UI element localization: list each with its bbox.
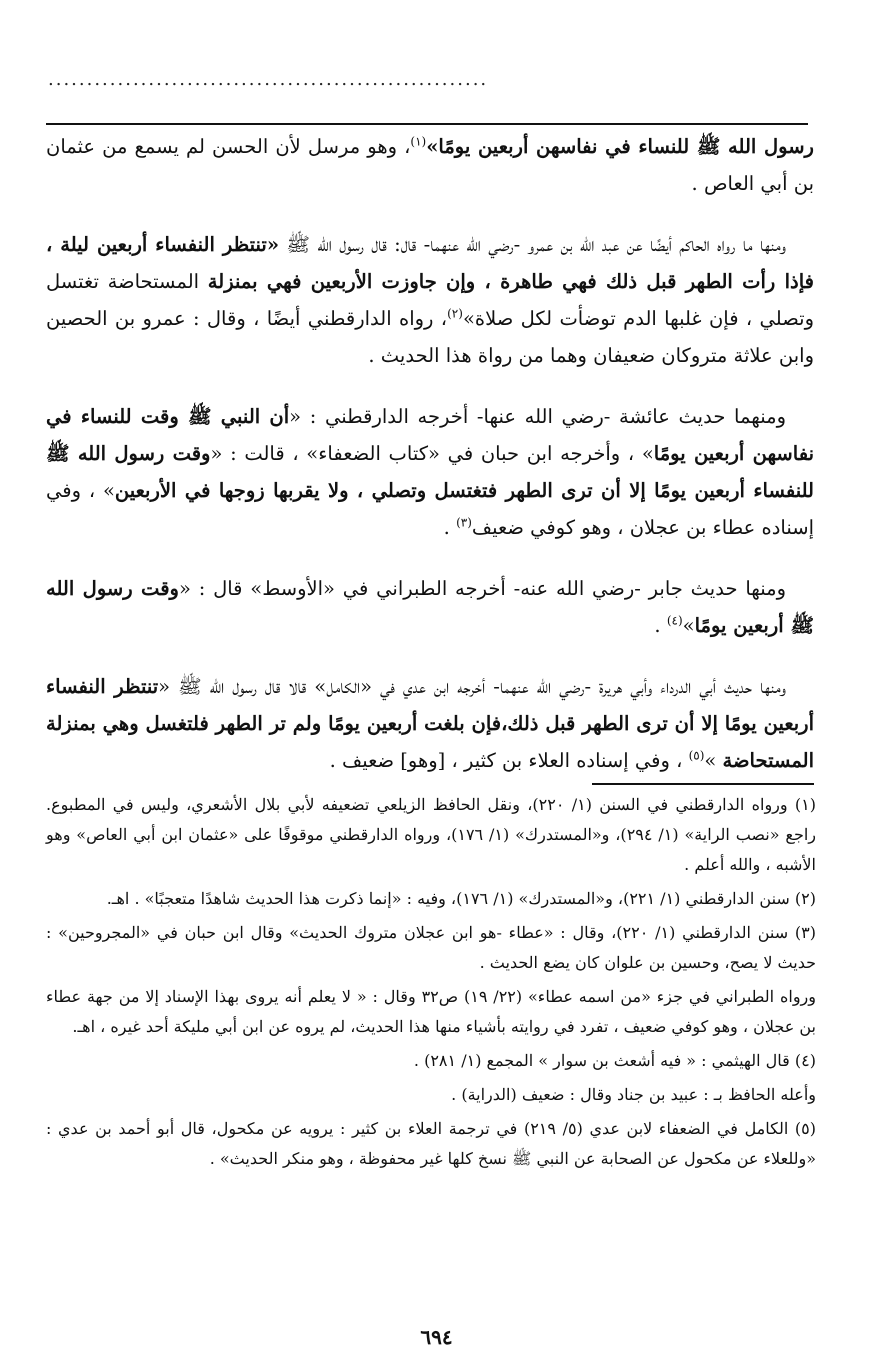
paragraph-text: . <box>654 614 667 637</box>
paragraph-2 <box>46 226 814 374</box>
paragraph-text: ومنها حديث أبي الدرداء وأبي هريرة -رضي الله عنهما- أخرجه ابن عدي في «الكامل» قالا قال رسول الله ﷺ « <box>158 675 787 698</box>
paragraph-text: ومنها ما رواه الحاكم أيضًا عن عبد الله بن عمرو -رضي الله عنهما- قال: قال رسول الله ﷺ <box>286 233 786 256</box>
paragraph-text: » ، وفي إسناده عطاء بن عجلان ، وهو كوفي ضعيف <box>46 479 814 539</box>
footnote-ref-4[interactable]: (٤) <box>666 613 683 628</box>
footnotes <box>46 790 816 1178</box>
paragraph-text: » <box>704 749 723 772</box>
footnote-ref-2[interactable]: (٢) <box>447 306 463 321</box>
main-text <box>46 128 814 803</box>
paragraph-3 <box>46 398 814 546</box>
page-number: ٦٩٤ <box>420 1325 453 1349</box>
footnote-2: (٢) سنن الدارقطني (١/ ٢٢١)، و«المستدرك» (١/ ١٧٦)، وفيه : «إنما ذكرت هذا الحديث شاهدًا متعجبًا» . اهـ. <box>106 889 816 908</box>
paragraph-text: ، وهو مرسل لأن الحسن لم يسمع من عثمان بن أبي العاص . <box>46 135 814 195</box>
hadith-text: تنتظر النفساء أربعين يومًا إلا أن ترى الطهر قبل ذلك،فإن بلغت أربعين يومًا ولم تر الطهر فلتغسل وهي بمنزلة المستحاضة <box>46 675 814 772</box>
paragraph-4 <box>46 570 814 644</box>
paragraph-text: . <box>443 516 457 539</box>
paragraph-5 <box>46 668 814 779</box>
footnote-4-continued: وأعله الحافظ بـ : عبيد بن جناد وقال : ضعيف (الدراية) . <box>451 1085 816 1104</box>
footnote-1: (١) ورواه الدارقطني في السنن (١/ ٢٢٠)، ونقل الحافظ الزيلعي تضعيفه لأبي بلال الأشعري، وليس في المطبوع. راجع «نصب الراية» (١/ ٢٩٤)، و«المستدرك» (١/ ١٧٦)، ورواه الدارقطني موقوفًا على «عثمان ابن أبي العاص» وهو الأشبه ، والله أعلم . <box>46 795 817 874</box>
paragraph-text: المستحاضة تغتسل وتصلي ، فإن غلبها الدم توضأت لكل صلاة» <box>46 270 815 330</box>
paragraph-text: ومنهما حديث عائشة -رضي الله عنها- أخرجه الدارقطني : « <box>289 405 787 428</box>
footnote-5: (٥) الكامل في الضعفاء لابن عدي (٥/ ٢١٩) في ترجمة العلاء بن كثير : يرويه عن مكحول، قال أبو أحمد بن عدي : «وللعلاء عن مكحول عن الصحابة عن النبي ﷺ نسخ كلها غير محفوظة ، وهو منكر الحديث» . <box>46 1119 816 1168</box>
hadith-text: وقت رسول الله ﷺ أربعين يومًا <box>46 577 814 637</box>
footnote-ref-5[interactable]: (٥) <box>688 748 705 763</box>
paragraph-text: » <box>682 614 695 637</box>
paragraph-text: ، وفي إسناده العلاء بن كثير ، [وهو] ضعيف . <box>329 749 689 772</box>
footnote-3-continued: ورواه الطبراني في جزء «من اسمه عطاء» (٢٢/ ١٩) ص٣٢ وقال : « لا يعلم أنه يروى بهذا الإسناد إلا من جهة عطاء بن عجلان ، وهو كوفي ضعيف ، تفرد في روايته بأشياء منها هذا الحديث، لم يروه عن ابن أبي مليكة أحد غيره ، اهـ. <box>46 987 816 1036</box>
hadith-text: وقت رسول الله ﷺ للنفساء أربعين يومًا إلا أن ترى الطهر فتغتسل وتصلي ، ولا يقربها زوجها في الأربعين <box>46 442 814 502</box>
header-rule <box>46 123 808 125</box>
footnote-ref-1[interactable]: (١) <box>410 134 427 149</box>
paragraph-text: ، رواه الدارقطني أيضًا ، وقال : عمرو بن الحصين وابن علاثة متروكان ضعيفان وهما من رواة هذا الحديث . <box>46 307 814 367</box>
paragraph-text: » ، وأخرجه ابن حبان في «كتاب الضعفاء» ، قالت : « <box>210 442 654 465</box>
footnote-4: (٤) قال الهيثمي : « فيه أشعث بن سوار » المجمع (١/ ٢٨١) . <box>413 1051 816 1070</box>
hadith-text: رسول الله ﷺ للنساء في نفاسهن أربعين يومًا» <box>426 135 814 158</box>
hadith-text: «تنتظر النفساء أربعين ليلة ، فإذا رأت الطهر قبل ذلك فهي طاهرة ، وإن جاوزت الأربعين فهي بمنزلة <box>46 233 814 293</box>
footnote-3: (٣) سنن الدارقطني (١/ ٢٢٠)، وقال : «عطاء -هو ابن عجلان متروك الحديث» وقال ابن حبان في «المجروحين» : حديث لا يصح، وحسين بن علوان كان يضع الحديث . <box>46 923 816 972</box>
footnote-rule <box>592 783 814 785</box>
header-dotted-line: ......................................................... <box>48 70 489 90</box>
paragraph-1 <box>46 128 814 202</box>
hadith-text: أن النبي ﷺ وقت للنساء في نفاسهن أربعين يومًا <box>46 405 814 465</box>
footnote-ref-3[interactable]: (٣) <box>456 515 472 530</box>
paragraph-text: ومنها حديث جابر -رضي الله عنه- أخرجه الطبراني في «الأوسط» قال : « <box>178 577 786 600</box>
